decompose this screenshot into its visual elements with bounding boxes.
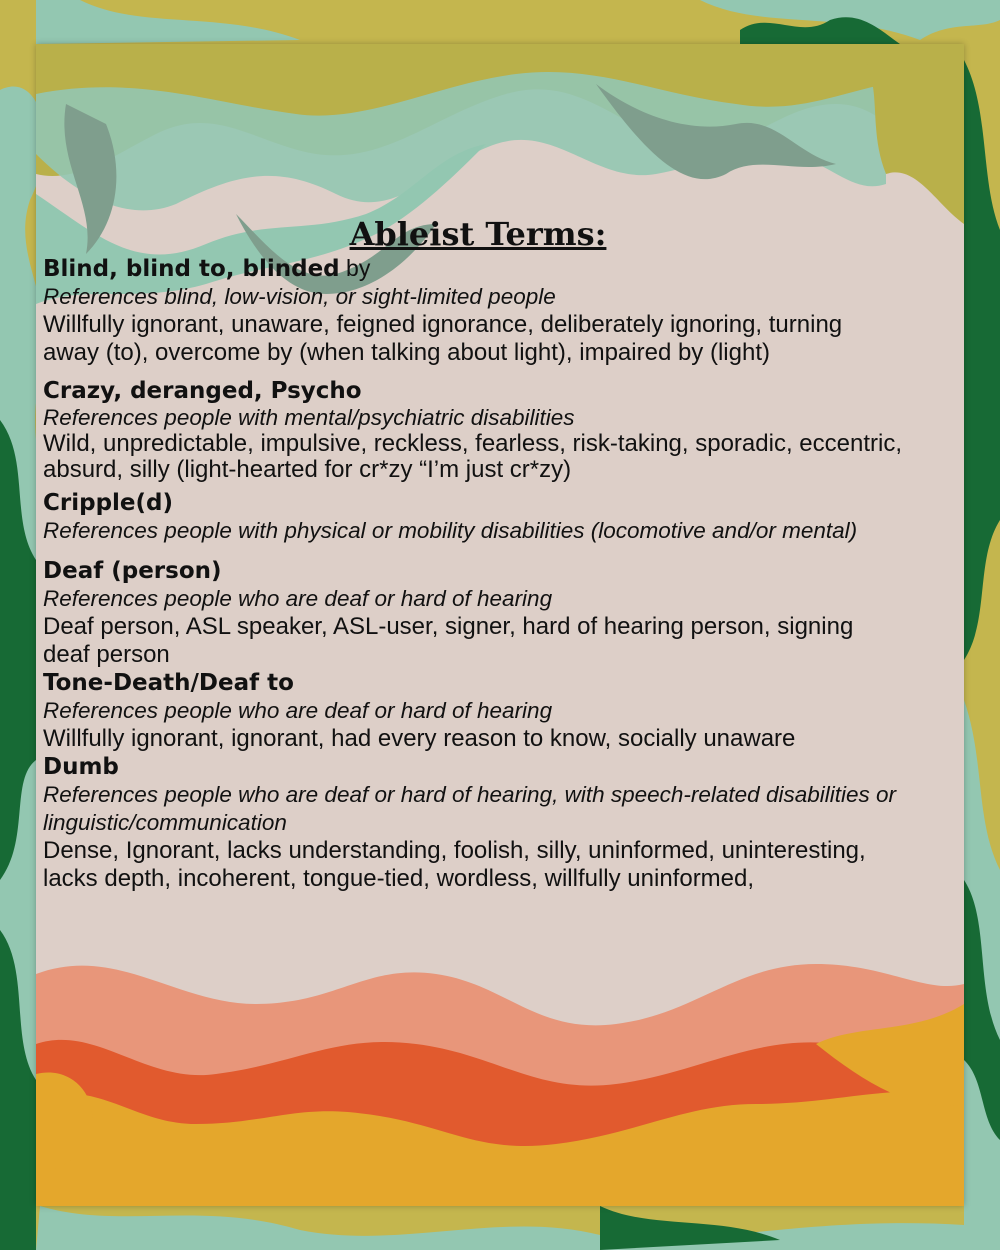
term-reference: References people who are deaf or hard of hearing [43,698,553,723]
term-name: Tone-Death/Deaf to [43,670,294,696]
term-alternatives: Willfully ignorant, unaware, feigned ignorance, deliberately ignoring, turning away (to), overcome by (when talking about light), impaired by (light) [43,311,843,366]
term-alternatives: Deaf person, ASL speaker, ASL-user, signer, hard of hearing person, signing deaf person [43,613,854,668]
term-name: Crazy, deranged, Psycho [43,378,362,404]
term-entry-blind [43,254,903,367]
term-name: Blind, blind to, blinded [43,256,340,282]
term-name: Deaf (person) [43,558,222,584]
term-entry-deaf [43,557,903,669]
term-alternatives: Willfully ignorant, ignorant, had every reason to know, socially unaware [43,725,796,752]
term-name: Cripple(d) [43,490,174,516]
term-entry-cripple [43,489,903,545]
term-entry-tone-deaf [43,669,903,753]
term-reference: References people with mental/psychiatric disabilities [43,405,575,430]
term-reference: References people who are deaf or hard of hearing, with speech-related disabilities or linguistic/communication [43,782,897,835]
term-name: Dumb [43,754,119,780]
terms-content [43,214,903,893]
term-alternatives: Dense, Ignorant, lacks understanding, foolish, silly, uninformed, uninteresting, lacks depth, incoherent, tongue-tied, wordless, willfully uninformed, [43,837,866,892]
term-reference: References people with physical or mobility disabilities (locomotive and/or mental) [43,518,858,543]
term-entry-dumb [43,753,903,893]
page-title: Ableist Terms: [349,215,607,253]
term-entry-crazy [43,377,903,483]
term-name-tail: by [339,255,371,281]
term-reference: References blind, low-vision, or sight-limited people [43,284,556,309]
term-heading [43,254,903,283]
term-reference: References people who are deaf or hard of hearing [43,586,553,611]
term-alternatives: Wild, unpredictable, impulsive, reckless, fearless, risk-taking, sporadic, eccentric, absurd, silly (light-hearted for cr*zy “I’m just cr*zy) [43,430,902,483]
